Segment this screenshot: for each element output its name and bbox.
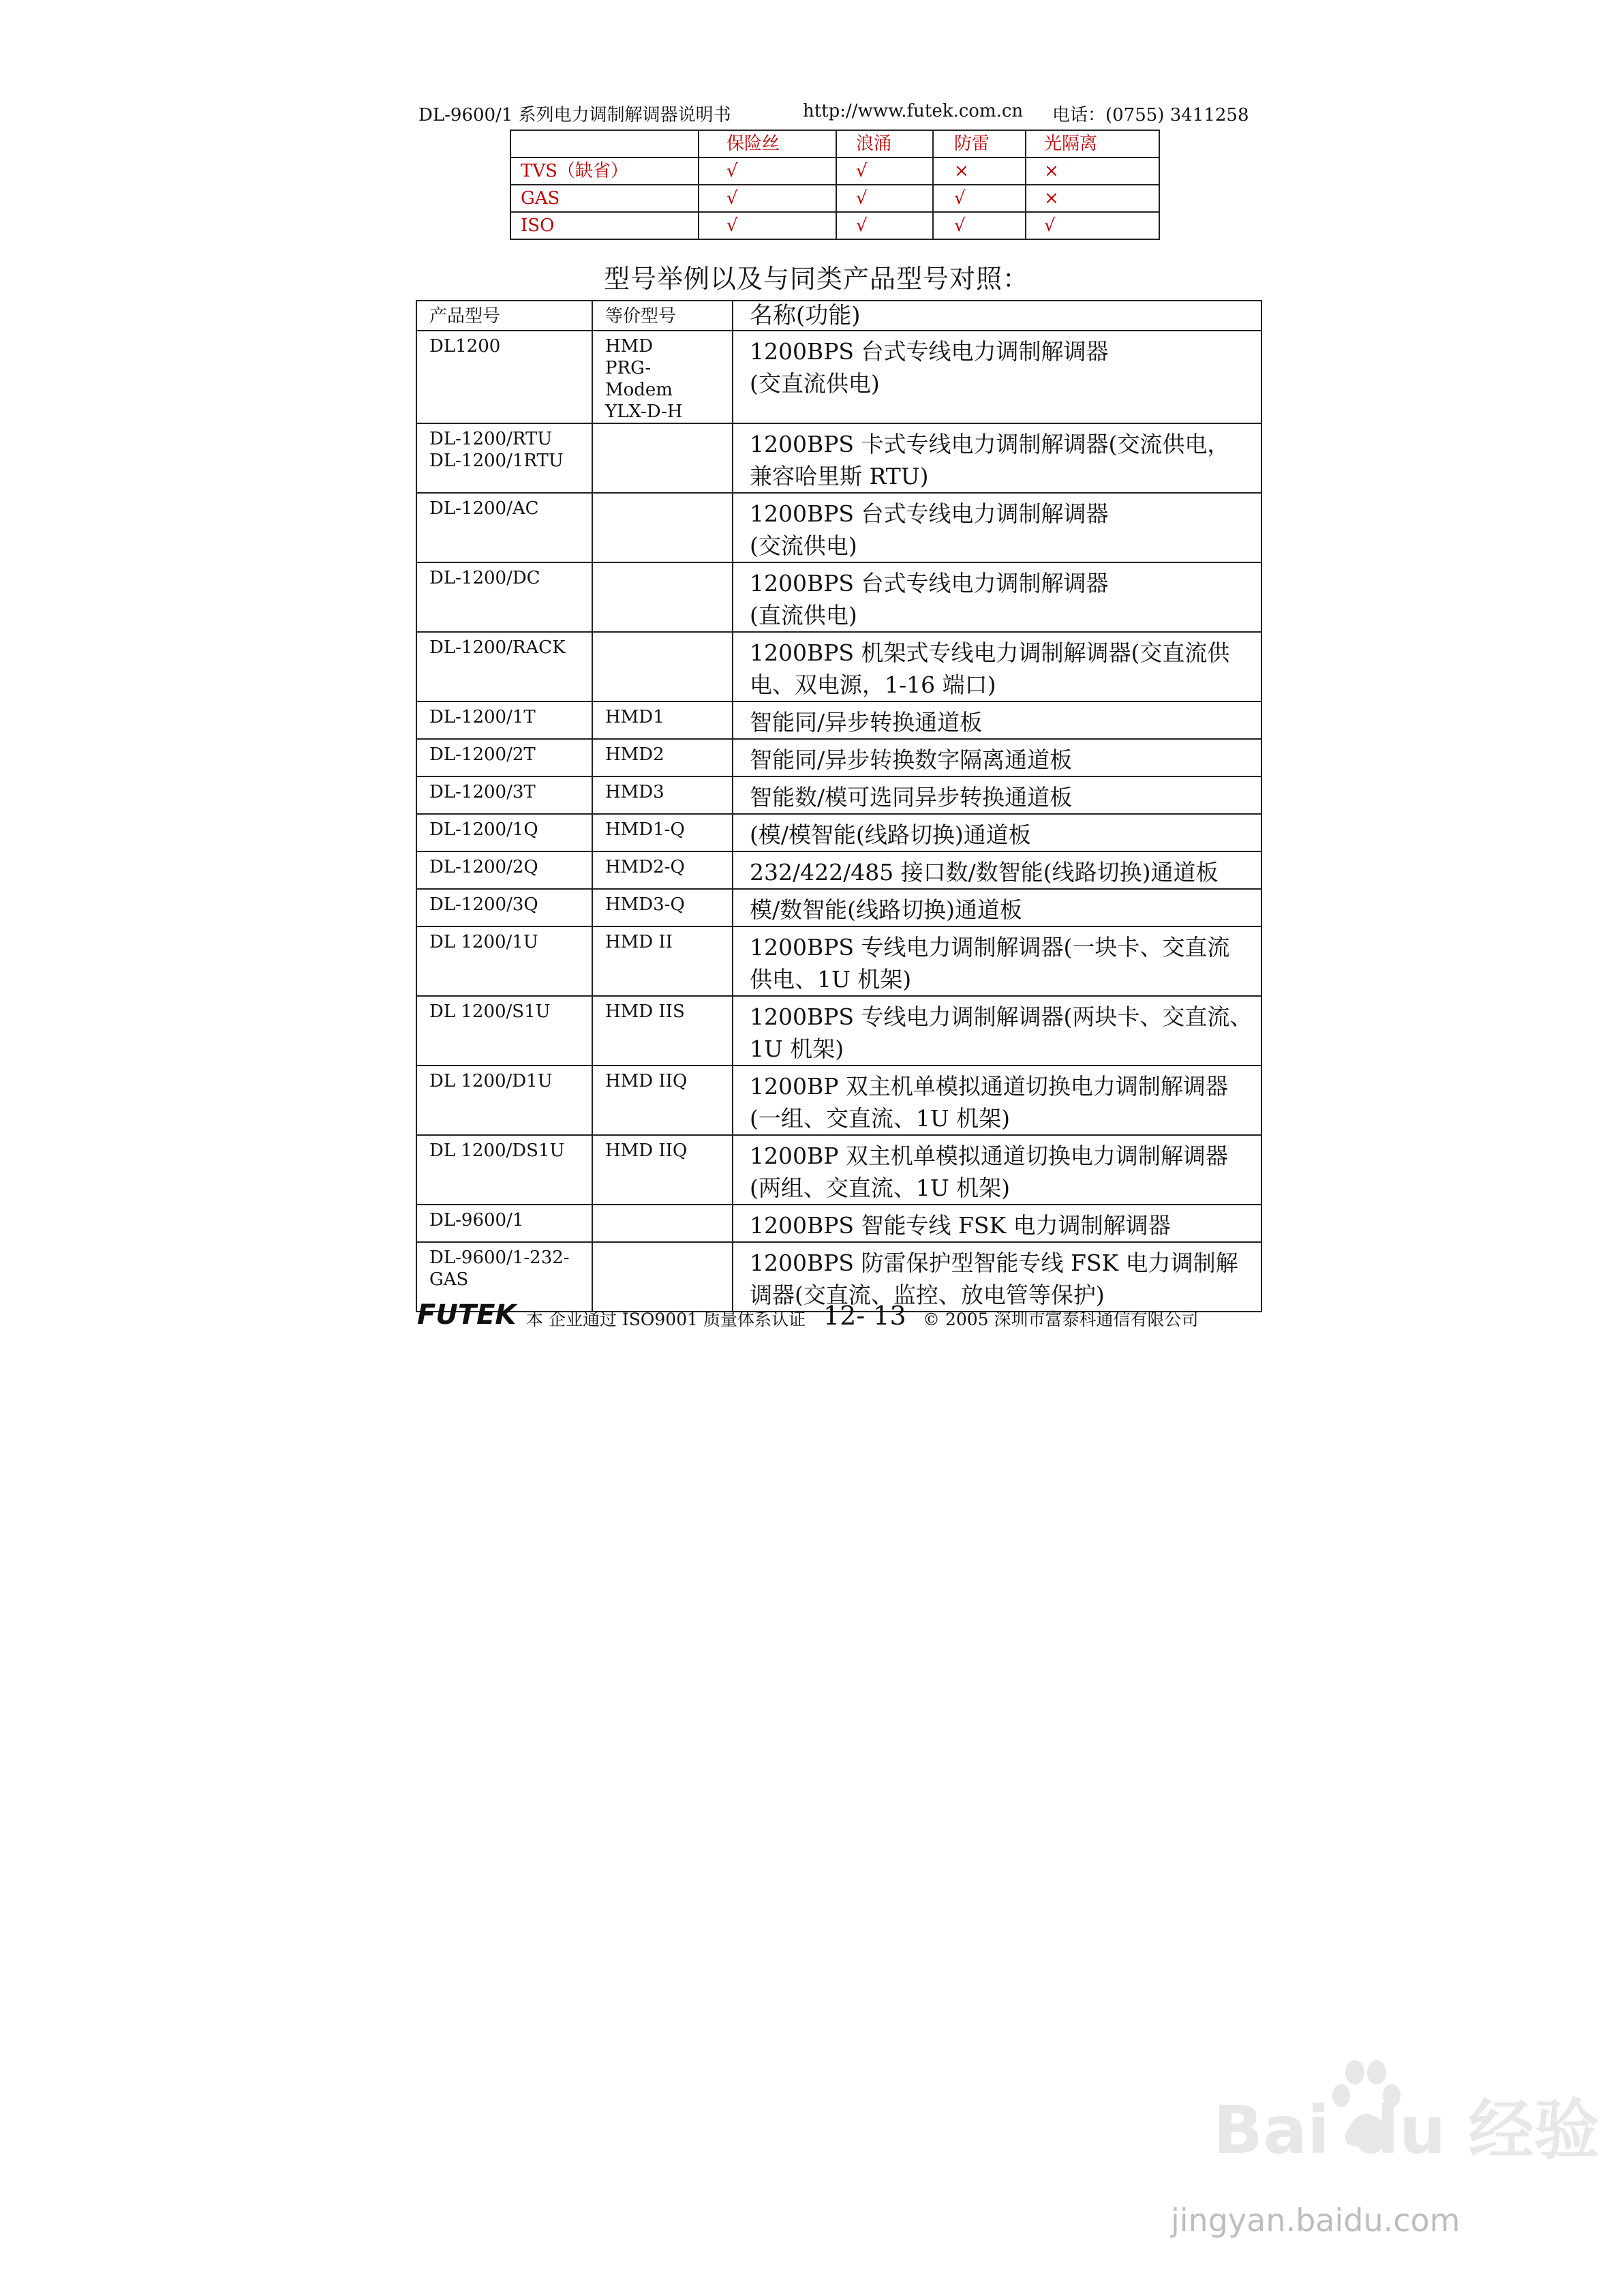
product-model-cell (416, 776, 592, 814)
protection-cell: TVS（缺省） (510, 157, 699, 185)
name-function-cell (733, 926, 1261, 996)
equivalent-model-line: HMD (605, 336, 654, 357)
table-row (416, 331, 1261, 423)
name-function-line: (模/模智能(线路切换)通道板 (750, 821, 1031, 848)
name-function-line: (交直流供电) (750, 370, 880, 397)
product-model-cell (416, 889, 592, 926)
name-function-cell (733, 632, 1261, 701)
name-function-cell (733, 1066, 1261, 1135)
name-function-cell (733, 493, 1261, 562)
document-title: DL-9600/1 系列电力调制解调器说明书 (418, 105, 731, 125)
product-model-cell (416, 493, 592, 562)
product-model-cell (416, 814, 592, 851)
equivalent-model-cell (592, 814, 733, 851)
name-function-line: 1200BPS 台式专线电力调制解调器 (750, 500, 1109, 527)
protection-cell: √ (933, 185, 1026, 212)
protection-cell: √ (836, 185, 933, 212)
equivalent-model-cell (592, 1135, 733, 1205)
equivalent-model-line: Modem (605, 380, 673, 400)
table-row (416, 814, 1261, 851)
name-function-line: 智能同/异步转换数字隔离通道板 (750, 746, 1073, 773)
equivalent-model-line: HMD2 (605, 744, 664, 765)
protection-cell: √ (699, 157, 836, 185)
name-function-cell (733, 851, 1261, 889)
name-function-cell (733, 739, 1261, 776)
product-model-line: DL-1200/3Q (429, 894, 538, 915)
product-model-cell (416, 1066, 592, 1135)
name-function-cell (733, 1135, 1261, 1205)
protection-header-cell: 保险丝 (699, 130, 836, 157)
name-function-line: 1200BP 双主机单模拟通道切换电力调制解调器 (750, 1143, 1228, 1169)
equivalent-model-line: HMD3 (605, 782, 664, 802)
name-function-line: 模/数智能(线路切换)通道板 (750, 896, 1022, 923)
name-function-line: 1200BPS 机架式专线电力调制解调器(交直流供 (750, 639, 1230, 666)
name-function-line: (一组、交直流、1U 机架) (750, 1105, 1011, 1132)
protection-table (510, 130, 1160, 240)
product-model-line: DL-1200/1T (429, 707, 536, 727)
product-model-cell (416, 331, 592, 423)
equivalent-model-line: YLX-D-H (605, 402, 683, 422)
table-row (416, 562, 1261, 632)
copyright-text: © 2005 深圳市富泰科通信有限公司 (923, 1310, 1199, 1329)
product-model-line: DL-1200/RTU (429, 429, 553, 449)
name-function-cell (733, 423, 1261, 493)
name-function-line: 1200BPS 卡式专线电力调制解调器(交流供电， (750, 431, 1230, 457)
equivalent-model-line: HMD IIQ (605, 1141, 688, 1161)
equivalent-model-cell (592, 562, 733, 632)
product-model-line: DL 1200/S1U (429, 1001, 551, 1022)
product-model-line: DL-1200/3T (429, 782, 536, 802)
protection-header-cell: 浪涌 (836, 130, 933, 157)
product-model-line: DL-1200/2T (429, 744, 536, 765)
name-function-line: 智能同/异步转换通道板 (750, 709, 983, 736)
table-row (416, 1135, 1261, 1205)
protection-cell: √ (933, 212, 1026, 239)
protection-cell: ISO (510, 212, 699, 239)
product-model-line: DL-9600/1-232- (429, 1248, 570, 1268)
name-function-line: 兼容哈里斯 RTU) (750, 463, 929, 489)
product-model-cell (416, 1135, 592, 1205)
paw-toe (1345, 2060, 1364, 2085)
name-function-cell (733, 814, 1261, 851)
table-row (416, 493, 1261, 562)
name-function-line: 供电、1U 机架) (750, 966, 912, 993)
name-function-line: 1200BPS 防雷保护型智能专线 FSK 电力调制解 (750, 1250, 1238, 1276)
name-function-cell (733, 889, 1261, 926)
name-function-cell (733, 562, 1261, 632)
protection-row (510, 185, 1159, 212)
name-function-line: 1200BPS 台式专线电力调制解调器 (750, 338, 1109, 365)
protection-cell: √ (1026, 212, 1159, 239)
equivalent-model-cell (592, 1205, 733, 1242)
product-model-line: DL-1200/1Q (429, 819, 538, 840)
equivalent-model-cell (592, 331, 733, 423)
table-row (416, 851, 1261, 889)
name-function-line: 智能数/模可选同异步转换通道板 (750, 784, 1073, 811)
section-title: 型号举例以及与同类产品型号对照： (604, 264, 1030, 294)
equivalent-model-cell (592, 996, 733, 1066)
name-function-cell (733, 776, 1261, 814)
page-header (0, 101, 1622, 128)
name-function-cell (733, 1205, 1261, 1242)
protection-cell: √ (836, 212, 933, 239)
equivalent-model-cell (592, 889, 733, 926)
product-model-line: DL-1200/1RTU (429, 451, 564, 471)
protection-cell: √ (836, 157, 933, 185)
equivalent-model-line: HMD2-Q (605, 857, 685, 877)
protection-cell: × (1026, 157, 1159, 185)
equivalent-model-line: HMD IIQ (605, 1071, 688, 1091)
product-model-cell (416, 632, 592, 701)
product-model-line: DL 1200/1U (429, 932, 538, 952)
name-function-line: 1200BP 双主机单模拟通道切换电力调制解调器 (750, 1073, 1228, 1100)
product-model-line: DL 1200/DS1U (429, 1141, 565, 1161)
protection-row (510, 157, 1159, 185)
product-model-cell (416, 423, 592, 493)
equivalent-model-cell (592, 851, 733, 889)
product-model-cell (416, 926, 592, 996)
protection-cell: √ (699, 185, 836, 212)
name-function-line: 1U 机架) (750, 1036, 844, 1062)
table-row (416, 1066, 1261, 1135)
equivalent-model-line: HMD II (605, 932, 673, 952)
table-row (416, 632, 1261, 701)
product-model-line: DL-1200/AC (429, 498, 539, 519)
page-numbers: 12- 13 (823, 1301, 906, 1331)
model-table-header-row (416, 301, 1261, 331)
product-model-line: GAS (429, 1269, 469, 1290)
certification-text: 本 企业通过 ISO9001 质量体系认证 (526, 1310, 806, 1329)
name-function-cell (733, 331, 1261, 423)
table-row (416, 739, 1261, 776)
product-model-cell (416, 996, 592, 1066)
table-row (416, 423, 1261, 493)
page-footer (0, 1297, 1622, 1338)
logo-text: FUTEK (417, 1299, 517, 1331)
equivalent-model-cell (592, 739, 733, 776)
equivalent-model-cell (592, 701, 733, 739)
name-function-line: (交流供电) (750, 532, 857, 559)
name-function-line: 1200BPS 台式专线电力调制解调器 (750, 570, 1109, 596)
protection-cell: × (1026, 185, 1159, 212)
product-model-cell (416, 1205, 592, 1242)
product-model-line: DL-1200/2Q (429, 857, 538, 877)
product-model-line: DL1200 (429, 336, 501, 357)
equivalent-model-cell (592, 1066, 733, 1135)
model-comparison-table (416, 300, 1262, 1312)
protection-header-cell (510, 130, 699, 157)
protection-row (510, 212, 1159, 239)
name-function-line: 1200BPS 专线电力调制解调器(一块卡、交直流 (750, 934, 1230, 961)
watermark-url: jingyan.baidu.com (1171, 2202, 1460, 2239)
name-function-line: (两组、交直流、1U 机架) (750, 1175, 1011, 1201)
name-function-line: 232/422/485 接口数/数智能(线路切换)通道板 (750, 859, 1219, 886)
header-product-model: 产品型号 (416, 301, 592, 331)
product-model-line: DL-9600/1 (429, 1210, 524, 1230)
equivalent-model-line: HMD IIS (605, 1001, 685, 1022)
equivalent-model-cell (592, 632, 733, 701)
table-row (416, 701, 1261, 739)
equivalent-model-line: PRG- (605, 358, 652, 378)
product-model-line: DL-1200/RACK (429, 637, 566, 658)
phone-number: 电话：(0755) 3411258 (1052, 105, 1249, 125)
name-function-line: 1200BPS 智能专线 FSK 电力调制解调器 (750, 1212, 1171, 1239)
name-function-cell (733, 996, 1261, 1066)
watermark-logo-text: Bai du 经验 (1213, 2092, 1600, 2169)
protection-header-cell: 防雷 (933, 130, 1026, 157)
product-model-cell (416, 701, 592, 739)
protection-cell: × (933, 157, 1026, 185)
name-function-line: 1200BPS 专线电力调制解调器(两块卡、交直流、 (750, 1003, 1253, 1030)
product-model-cell (416, 739, 592, 776)
table-row (416, 926, 1261, 996)
name-function-line: (直流供电) (750, 602, 857, 629)
protection-header-row (510, 130, 1159, 157)
name-function-cell (733, 701, 1261, 739)
equivalent-model-cell (592, 493, 733, 562)
website-url: http://www.futek.com.cn (803, 101, 1024, 121)
equivalent-model-cell (592, 926, 733, 996)
futek-logo (417, 1299, 517, 1331)
equivalent-model-cell (592, 776, 733, 814)
protection-cell: √ (699, 212, 836, 239)
header-name-function: 名称(功能) (733, 301, 1261, 331)
table-row (416, 776, 1261, 814)
product-model-cell (416, 851, 592, 889)
protection-cell: GAS (510, 185, 699, 212)
equivalent-model-line: HMD1 (605, 707, 664, 727)
name-function-line: 电、双电源，1-16 端口) (750, 671, 996, 698)
product-model-line: DL-1200/DC (429, 568, 540, 588)
table-row (416, 889, 1261, 926)
name-function-line: 调器(交直流、监控、放电管等保护) (750, 1282, 1105, 1308)
protection-header-cell: 光隔离 (1026, 130, 1159, 157)
header-equivalent-model: 等价型号 (592, 301, 733, 331)
table-row (416, 1205, 1261, 1242)
product-model-line: DL 1200/D1U (429, 1071, 553, 1091)
paw-toe (1367, 2060, 1386, 2085)
equivalent-model-line: HMD3-Q (605, 894, 685, 915)
equivalent-model-line: HMD1-Q (605, 819, 685, 840)
equivalent-model-cell (592, 423, 733, 493)
table-row (416, 996, 1261, 1066)
product-model-cell (416, 562, 592, 632)
